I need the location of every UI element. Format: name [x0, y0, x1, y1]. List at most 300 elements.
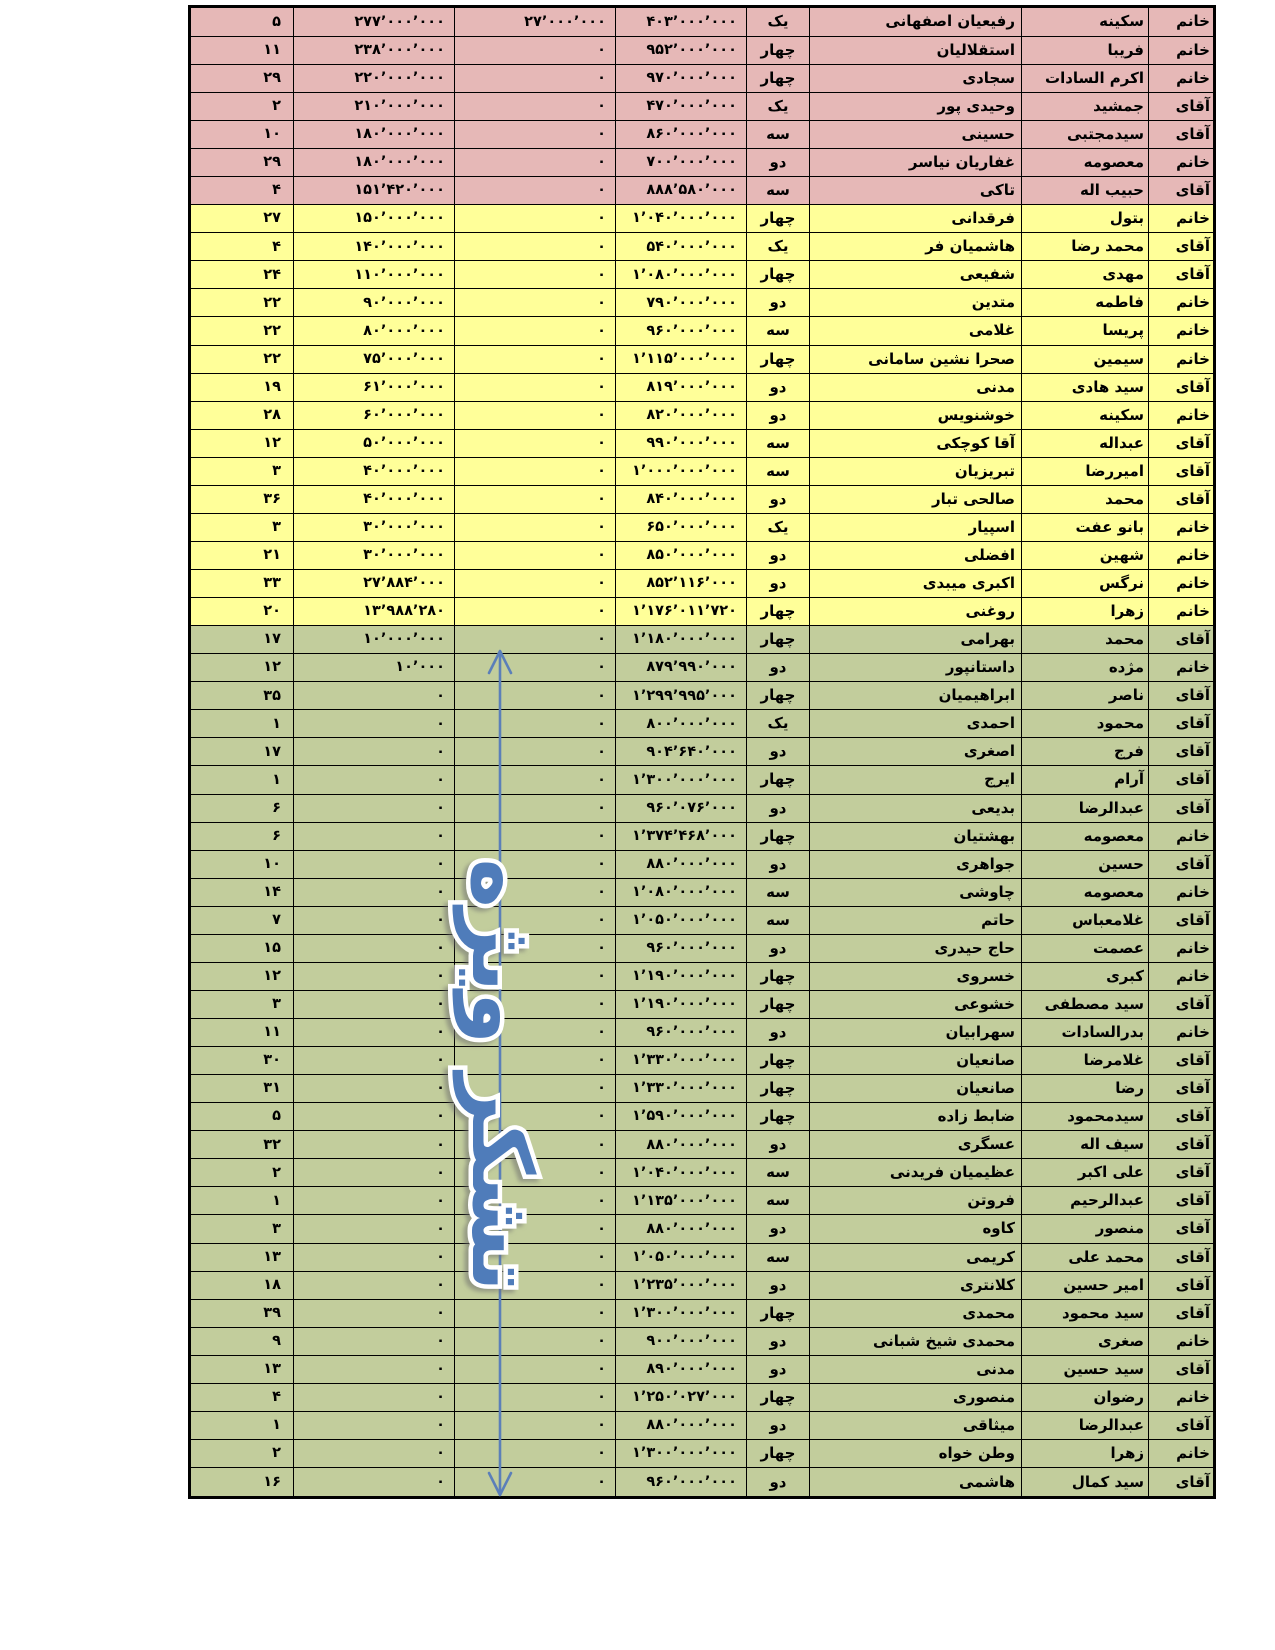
cell-amount-paid: ۰ — [294, 1243, 455, 1271]
cell-title: خانم — [1149, 513, 1215, 541]
cell-first-name: شهین — [1022, 541, 1149, 569]
cell-amount-main: ۵۴۰٬۰۰۰٬۰۰۰ — [616, 233, 747, 261]
cell-amount-middle: ۰ — [455, 36, 616, 64]
cell-installments-word: سه — [747, 317, 810, 345]
cell-title: آقای — [1149, 990, 1215, 1018]
cell-amount-paid: ۰ — [294, 1271, 455, 1299]
cell-amount-paid: ۰ — [294, 1103, 455, 1131]
cell-count: ۲ — [190, 1159, 294, 1187]
cell-amount-main: ۸۲۰٬۰۰۰٬۰۰۰ — [616, 401, 747, 429]
table-row — [190, 457, 1215, 485]
cell-title: آقای — [1149, 233, 1215, 261]
cell-amount-middle: ۰ — [455, 1355, 616, 1383]
table-row — [190, 934, 1215, 962]
cell-amount-paid: ۰ — [294, 1075, 455, 1103]
cell-first-name: امیررضا — [1022, 457, 1149, 485]
cell-amount-paid: ۳۰٬۰۰۰٬۰۰۰ — [294, 513, 455, 541]
cell-amount-paid: ۱۰٬۰۰۰٬۰۰۰ — [294, 626, 455, 654]
cell-installments-word: چهار — [747, 1047, 810, 1075]
cell-amount-middle: ۰ — [455, 121, 616, 149]
cell-amount-paid: ۲۷۷٬۰۰۰٬۰۰۰ — [294, 7, 455, 37]
cell-amount-middle: ۰ — [455, 92, 616, 120]
table-row — [190, 822, 1215, 850]
cell-amount-middle: ۰ — [455, 822, 616, 850]
cell-title: خانم — [1149, 962, 1215, 990]
cell-amount-middle: ۰ — [455, 401, 616, 429]
table-row — [190, 261, 1215, 289]
cell-installments-word: سه — [747, 878, 810, 906]
cell-count: ۲۲ — [190, 289, 294, 317]
cell-first-name: سیدمحمود — [1022, 1103, 1149, 1131]
table-row — [190, 513, 1215, 541]
cell-amount-paid: ۵۰٬۰۰۰٬۰۰۰ — [294, 429, 455, 457]
cell-amount-paid: ۲۲۰٬۰۰۰٬۰۰۰ — [294, 64, 455, 92]
cell-amount-main: ۱٬۰۸۰٬۰۰۰٬۰۰۰ — [616, 261, 747, 289]
cell-count: ۳ — [190, 1215, 294, 1243]
cell-amount-middle: ۰ — [455, 1411, 616, 1439]
cell-amount-middle: ۰ — [455, 429, 616, 457]
cell-title: خانم — [1149, 541, 1215, 569]
cell-last-name: محمدی شیخ شبانی — [810, 1327, 1022, 1355]
cell-title: خانم — [1149, 401, 1215, 429]
cell-count: ۱۲ — [190, 429, 294, 457]
cell-amount-main: ۷۰۰٬۰۰۰٬۰۰۰ — [616, 149, 747, 177]
cell-first-name: عصمت — [1022, 934, 1149, 962]
cell-title: آقای — [1149, 1243, 1215, 1271]
cell-first-name: بتول — [1022, 205, 1149, 233]
cell-amount-middle: ۰ — [455, 1075, 616, 1103]
cell-first-name: عبدالرحیم — [1022, 1187, 1149, 1215]
cell-amount-main: ۹۹۰٬۰۰۰٬۰۰۰ — [616, 429, 747, 457]
cell-installments-word: چهار — [747, 1075, 810, 1103]
cell-count: ۶ — [190, 822, 294, 850]
cell-count: ۵ — [190, 7, 294, 37]
cell-last-name: وطن خواه — [810, 1439, 1022, 1467]
table-row — [190, 710, 1215, 738]
cell-amount-middle: ۰ — [455, 738, 616, 766]
cell-last-name: کلانتری — [810, 1271, 1022, 1299]
cell-amount-middle: ۰ — [455, 626, 616, 654]
table-row — [190, 1103, 1215, 1131]
cell-last-name: اصغری — [810, 738, 1022, 766]
cell-amount-middle: ۰ — [455, 794, 616, 822]
cell-count: ۱۲ — [190, 962, 294, 990]
cell-count: ۱۴ — [190, 878, 294, 906]
cell-last-name: صانعیان — [810, 1047, 1022, 1075]
cell-installments-word: دو — [747, 1019, 810, 1047]
cell-title: خانم — [1149, 570, 1215, 598]
cell-count: ۱۶ — [190, 1468, 294, 1498]
cell-amount-paid: ۰ — [294, 766, 455, 794]
cell-installments-word: سه — [747, 906, 810, 934]
cell-installments-word: چهار — [747, 1103, 810, 1131]
cell-installments-word: سه — [747, 1243, 810, 1271]
cell-amount-main: ۱٬۳۷۴٬۴۶۸٬۰۰۰ — [616, 822, 747, 850]
cell-count: ۲۲ — [190, 345, 294, 373]
cell-count: ۷ — [190, 906, 294, 934]
cell-first-name: اکرم السادات — [1022, 64, 1149, 92]
cell-amount-middle: ۰ — [455, 1271, 616, 1299]
cell-amount-paid: ۸۰٬۰۰۰٬۰۰۰ — [294, 317, 455, 345]
cell-amount-main: ۸۹۰٬۰۰۰٬۰۰۰ — [616, 1355, 747, 1383]
cell-last-name: بدیعی — [810, 794, 1022, 822]
cell-amount-main: ۱٬۳۳۰٬۰۰۰٬۰۰۰ — [616, 1047, 747, 1075]
cell-last-name: بهرامی — [810, 626, 1022, 654]
table-row — [190, 570, 1215, 598]
cell-amount-middle: ۰ — [455, 906, 616, 934]
cell-amount-paid: ۱۸۰٬۰۰۰٬۰۰۰ — [294, 149, 455, 177]
cell-title: آقای — [1149, 850, 1215, 878]
cell-amount-middle: ۰ — [455, 1131, 616, 1159]
table-row — [190, 177, 1215, 205]
cell-installments-word: دو — [747, 1271, 810, 1299]
cell-count: ۹ — [190, 1327, 294, 1355]
cell-amount-main: ۸۸۰٬۰۰۰٬۰۰۰ — [616, 850, 747, 878]
cell-first-name: بدرالسادات — [1022, 1019, 1149, 1047]
cell-amount-middle: ۲۷٬۰۰۰٬۰۰۰ — [455, 7, 616, 37]
cell-title: آقای — [1149, 1075, 1215, 1103]
cell-title: آقای — [1149, 373, 1215, 401]
cell-amount-paid: ۰ — [294, 1131, 455, 1159]
table-row — [190, 1383, 1215, 1411]
cell-amount-middle: ۰ — [455, 878, 616, 906]
cell-amount-middle: ۰ — [455, 149, 616, 177]
cell-title: آقای — [1149, 1103, 1215, 1131]
cell-last-name: غلامی — [810, 317, 1022, 345]
cell-title: آقای — [1149, 794, 1215, 822]
cell-title: آقای — [1149, 177, 1215, 205]
cell-installments-word: چهار — [747, 598, 810, 626]
cell-first-name: سیمین — [1022, 345, 1149, 373]
table-row — [190, 906, 1215, 934]
cell-installments-word: دو — [747, 738, 810, 766]
table-row — [190, 1355, 1215, 1383]
cell-first-name: سکینه — [1022, 401, 1149, 429]
cell-count: ۴ — [190, 233, 294, 261]
cell-amount-main: ۱٬۲۵۰٬۰۲۷٬۰۰۰ — [616, 1383, 747, 1411]
cell-count: ۳ — [190, 513, 294, 541]
cell-amount-main: ۱٬۳۰۰٬۰۰۰٬۰۰۰ — [616, 1439, 747, 1467]
cell-first-name: منصور — [1022, 1215, 1149, 1243]
cell-first-name: سید هادی — [1022, 373, 1149, 401]
cell-first-name: سید محمود — [1022, 1299, 1149, 1327]
cell-amount-main: ۱٬۰۵۰٬۰۰۰٬۰۰۰ — [616, 1243, 747, 1271]
cell-title: خانم — [1149, 345, 1215, 373]
cell-amount-middle: ۰ — [455, 1439, 616, 1467]
cell-amount-main: ۱٬۰۰۰٬۰۰۰٬۰۰۰ — [616, 457, 747, 485]
cell-amount-main: ۴۷۰٬۰۰۰٬۰۰۰ — [616, 92, 747, 120]
cell-amount-main: ۹۶۰٬۰۰۰٬۰۰۰ — [616, 1468, 747, 1498]
cell-count: ۴ — [190, 1383, 294, 1411]
cell-last-name: اکبری میبدی — [810, 570, 1022, 598]
cell-amount-paid: ۰ — [294, 934, 455, 962]
cell-count: ۱۹ — [190, 373, 294, 401]
cell-count: ۱۰ — [190, 121, 294, 149]
cell-last-name: صحرا نشین سامانی — [810, 345, 1022, 373]
cell-count: ۱ — [190, 1187, 294, 1215]
cell-count: ۱۸ — [190, 1271, 294, 1299]
cell-amount-paid: ۰ — [294, 1047, 455, 1075]
table-row — [190, 429, 1215, 457]
cell-amount-middle: ۰ — [455, 1243, 616, 1271]
cell-installments-word: چهار — [747, 1439, 810, 1467]
cell-title: خانم — [1149, 205, 1215, 233]
cell-installments-word: چهار — [747, 36, 810, 64]
table-row — [190, 345, 1215, 373]
cell-amount-main: ۸۸۰٬۰۰۰٬۰۰۰ — [616, 1411, 747, 1439]
cell-amount-middle: ۰ — [455, 1159, 616, 1187]
cell-installments-word: دو — [747, 373, 810, 401]
cell-installments-word: چهار — [747, 682, 810, 710]
cell-last-name: حسینی — [810, 121, 1022, 149]
cell-amount-paid: ۴۰٬۰۰۰٬۰۰۰ — [294, 457, 455, 485]
cell-installments-word: چهار — [747, 1383, 810, 1411]
cell-last-name: مدنی — [810, 373, 1022, 401]
cell-first-name: عبدالرضا — [1022, 1411, 1149, 1439]
cell-title: خانم — [1149, 1019, 1215, 1047]
cell-amount-main: ۸۸۰٬۰۰۰٬۰۰۰ — [616, 1215, 747, 1243]
table-row — [190, 990, 1215, 1018]
cell-first-name: مژده — [1022, 654, 1149, 682]
cell-title: آقای — [1149, 457, 1215, 485]
cell-first-name: محمد — [1022, 626, 1149, 654]
cell-amount-middle: ۰ — [455, 485, 616, 513]
cell-amount-middle: ۰ — [455, 1047, 616, 1075]
cell-first-name: امیر حسین — [1022, 1271, 1149, 1299]
cell-amount-main: ۱٬۱۹۰٬۰۰۰٬۰۰۰ — [616, 962, 747, 990]
cell-amount-main: ۹۵۲٬۰۰۰٬۰۰۰ — [616, 36, 747, 64]
cell-amount-paid: ۳۰٬۰۰۰٬۰۰۰ — [294, 541, 455, 569]
cell-first-name: پریسا — [1022, 317, 1149, 345]
table-body — [190, 7, 1215, 1498]
cell-title: خانم — [1149, 289, 1215, 317]
cell-amount-middle: ۰ — [455, 1187, 616, 1215]
table-row — [190, 654, 1215, 682]
cell-title: خانم — [1149, 934, 1215, 962]
cell-title: خانم — [1149, 878, 1215, 906]
cell-last-name: بهشتیان — [810, 822, 1022, 850]
cell-amount-middle: ۰ — [455, 962, 616, 990]
cell-last-name: کاوه — [810, 1215, 1022, 1243]
cell-last-name: روغنی — [810, 598, 1022, 626]
cell-amount-paid: ۱۰٬۰۰۰ — [294, 654, 455, 682]
table-row — [190, 962, 1215, 990]
cell-count: ۳۲ — [190, 1131, 294, 1159]
cell-count: ۳۵ — [190, 682, 294, 710]
people-amounts-table — [188, 5, 1216, 1499]
cell-first-name: سیف اله — [1022, 1131, 1149, 1159]
cell-amount-main: ۸۰۰٬۰۰۰٬۰۰۰ — [616, 710, 747, 738]
table-row — [190, 1019, 1215, 1047]
cell-last-name: اسپیار — [810, 513, 1022, 541]
cell-amount-paid: ۱۵۰٬۰۰۰٬۰۰۰ — [294, 205, 455, 233]
cell-amount-middle: ۰ — [455, 1103, 616, 1131]
cell-first-name: جمشید — [1022, 92, 1149, 120]
cell-amount-middle: ۰ — [455, 570, 616, 598]
cell-amount-main: ۱٬۰۴۰٬۰۰۰٬۰۰۰ — [616, 205, 747, 233]
cell-amount-middle: ۰ — [455, 1215, 616, 1243]
cell-count: ۲۷ — [190, 205, 294, 233]
cell-count: ۱ — [190, 710, 294, 738]
table-row — [190, 626, 1215, 654]
cell-count: ۲۹ — [190, 64, 294, 92]
cell-installments-word: دو — [747, 1327, 810, 1355]
cell-installments-word: دو — [747, 1411, 810, 1439]
cell-installments-word: سه — [747, 1159, 810, 1187]
cell-installments-word: سه — [747, 121, 810, 149]
cell-last-name: فرقدانی — [810, 205, 1022, 233]
cell-amount-main: ۸۷۹٬۹۹۰٬۰۰۰ — [616, 654, 747, 682]
cell-installments-word: دو — [747, 289, 810, 317]
cell-amount-main: ۱٬۰۵۰٬۰۰۰٬۰۰۰ — [616, 906, 747, 934]
cell-title: آقای — [1149, 710, 1215, 738]
cell-count: ۲ — [190, 1439, 294, 1467]
cell-amount-main: ۹۰۰٬۰۰۰٬۰۰۰ — [616, 1327, 747, 1355]
cell-amount-main: ۹۶۰٬۰۰۰٬۰۰۰ — [616, 934, 747, 962]
cell-last-name: میثاقی — [810, 1411, 1022, 1439]
cell-amount-main: ۸۴۰٬۰۰۰٬۰۰۰ — [616, 485, 747, 513]
cell-count: ۱ — [190, 766, 294, 794]
cell-amount-paid: ۰ — [294, 878, 455, 906]
cell-amount-main: ۱٬۰۴۰٬۰۰۰٬۰۰۰ — [616, 1159, 747, 1187]
cell-last-name: حاج حیدری — [810, 934, 1022, 962]
cell-count: ۱۷ — [190, 738, 294, 766]
cell-amount-paid: ۰ — [294, 1355, 455, 1383]
cell-first-name: سید حسین — [1022, 1355, 1149, 1383]
cell-first-name: کبری — [1022, 962, 1149, 990]
table-row — [190, 1215, 1215, 1243]
table-row — [190, 850, 1215, 878]
cell-installments-word: چهار — [747, 962, 810, 990]
cell-first-name: معصومه — [1022, 878, 1149, 906]
cell-first-name: بانو عفت — [1022, 513, 1149, 541]
cell-amount-main: ۹۰۴٬۶۴۰٬۰۰۰ — [616, 738, 747, 766]
cell-installments-word: دو — [747, 850, 810, 878]
cell-first-name: رضا — [1022, 1075, 1149, 1103]
cell-title: آقای — [1149, 1468, 1215, 1498]
cell-title: خانم — [1149, 36, 1215, 64]
cell-installments-word: دو — [747, 570, 810, 598]
cell-title: آقای — [1149, 1411, 1215, 1439]
cell-last-name: فروتن — [810, 1187, 1022, 1215]
cell-first-name: حسین — [1022, 850, 1149, 878]
table-row — [190, 1047, 1215, 1075]
cell-first-name: نرگس — [1022, 570, 1149, 598]
cell-amount-paid: ۱۱۰٬۰۰۰٬۰۰۰ — [294, 261, 455, 289]
cell-amount-paid: ۶۰٬۰۰۰٬۰۰۰ — [294, 401, 455, 429]
cell-amount-middle: ۰ — [455, 64, 616, 92]
cell-installments-word: دو — [747, 794, 810, 822]
cell-count: ۲۸ — [190, 401, 294, 429]
cell-last-name: افضلی — [810, 541, 1022, 569]
cell-count: ۲ — [190, 92, 294, 120]
cell-amount-paid: ۰ — [294, 738, 455, 766]
cell-amount-middle: ۰ — [455, 682, 616, 710]
cell-installments-word: یک — [747, 233, 810, 261]
cell-last-name: هاشمی — [810, 1468, 1022, 1498]
cell-amount-middle: ۰ — [455, 1327, 616, 1355]
cell-amount-middle: ۰ — [455, 1383, 616, 1411]
cell-first-name: معصومه — [1022, 822, 1149, 850]
table-row — [190, 205, 1215, 233]
cell-last-name: ایرج — [810, 766, 1022, 794]
cell-title: آقای — [1149, 485, 1215, 513]
cell-last-name: جواهری — [810, 850, 1022, 878]
cell-amount-main: ۱٬۲۳۵٬۰۰۰٬۰۰۰ — [616, 1271, 747, 1299]
cell-last-name: آقا کوچکی — [810, 429, 1022, 457]
cell-amount-paid: ۲۷٬۸۸۴٬۰۰۰ — [294, 570, 455, 598]
cell-count: ۴ — [190, 177, 294, 205]
cell-first-name: عبدالرضا — [1022, 794, 1149, 822]
cell-first-name: غلامرضا — [1022, 1047, 1149, 1075]
cell-amount-middle: ۰ — [455, 598, 616, 626]
cell-first-name: محمد علی — [1022, 1243, 1149, 1271]
cell-last-name: تبریزیان — [810, 457, 1022, 485]
cell-last-name: خسروی — [810, 962, 1022, 990]
cell-amount-paid: ۴۰٬۰۰۰٬۰۰۰ — [294, 485, 455, 513]
table-row — [190, 64, 1215, 92]
cell-last-name: غفاریان نیاسر — [810, 149, 1022, 177]
cell-last-name: خشوعی — [810, 990, 1022, 1018]
cell-amount-main: ۹۶۰٬۰۰۰٬۰۰۰ — [616, 1019, 747, 1047]
table-row — [190, 317, 1215, 345]
cell-first-name: فاطمه — [1022, 289, 1149, 317]
cell-first-name: صغری — [1022, 1327, 1149, 1355]
cell-amount-middle: ۰ — [455, 513, 616, 541]
cell-title: آقای — [1149, 121, 1215, 149]
cell-amount-paid: ۰ — [294, 1187, 455, 1215]
cell-title: آقای — [1149, 906, 1215, 934]
cell-installments-word: چهار — [747, 990, 810, 1018]
cell-first-name: مهدی — [1022, 261, 1149, 289]
cell-first-name: معصومه — [1022, 149, 1149, 177]
cell-first-name: آرام — [1022, 766, 1149, 794]
cell-amount-paid: ۷۵٬۰۰۰٬۰۰۰ — [294, 345, 455, 373]
cell-last-name: تاکی — [810, 177, 1022, 205]
cell-count: ۲۲ — [190, 317, 294, 345]
cell-title: خانم — [1149, 598, 1215, 626]
cell-amount-paid: ۱۴۰٬۰۰۰٬۰۰۰ — [294, 233, 455, 261]
table-row — [190, 373, 1215, 401]
cell-amount-main: ۹۶۰٬۰۷۶٬۰۰۰ — [616, 794, 747, 822]
cell-amount-main: ۱٬۰۸۰٬۰۰۰٬۰۰۰ — [616, 878, 747, 906]
cell-count: ۳۱ — [190, 1075, 294, 1103]
table-row — [190, 36, 1215, 64]
cell-amount-middle: ۰ — [455, 934, 616, 962]
cell-first-name: غلامعباس — [1022, 906, 1149, 934]
cell-title: خانم — [1149, 7, 1215, 37]
watermark-text: تشکر ویژه — [453, 858, 551, 1292]
cell-last-name: سهرابیان — [810, 1019, 1022, 1047]
cell-amount-main: ۸۸۸٬۵۸۰٬۰۰۰ — [616, 177, 747, 205]
cell-installments-word: دو — [747, 934, 810, 962]
cell-count: ۱۳ — [190, 1243, 294, 1271]
cell-title: خانم — [1149, 1439, 1215, 1467]
cell-amount-paid: ۰ — [294, 822, 455, 850]
cell-first-name: ناصر — [1022, 682, 1149, 710]
cell-installments-word: دو — [747, 1355, 810, 1383]
cell-amount-middle: ۰ — [455, 1468, 616, 1498]
cell-amount-middle: ۰ — [455, 1299, 616, 1327]
cell-amount-paid: ۰ — [294, 682, 455, 710]
cell-title: خانم — [1149, 149, 1215, 177]
cell-amount-main: ۴۰۳٬۰۰۰٬۰۰۰ — [616, 7, 747, 37]
cell-last-name: وحیدی پور — [810, 92, 1022, 120]
cell-installments-word: دو — [747, 1131, 810, 1159]
cell-count: ۱ — [190, 1411, 294, 1439]
cell-count: ۳۰ — [190, 1047, 294, 1075]
table-row — [190, 485, 1215, 513]
